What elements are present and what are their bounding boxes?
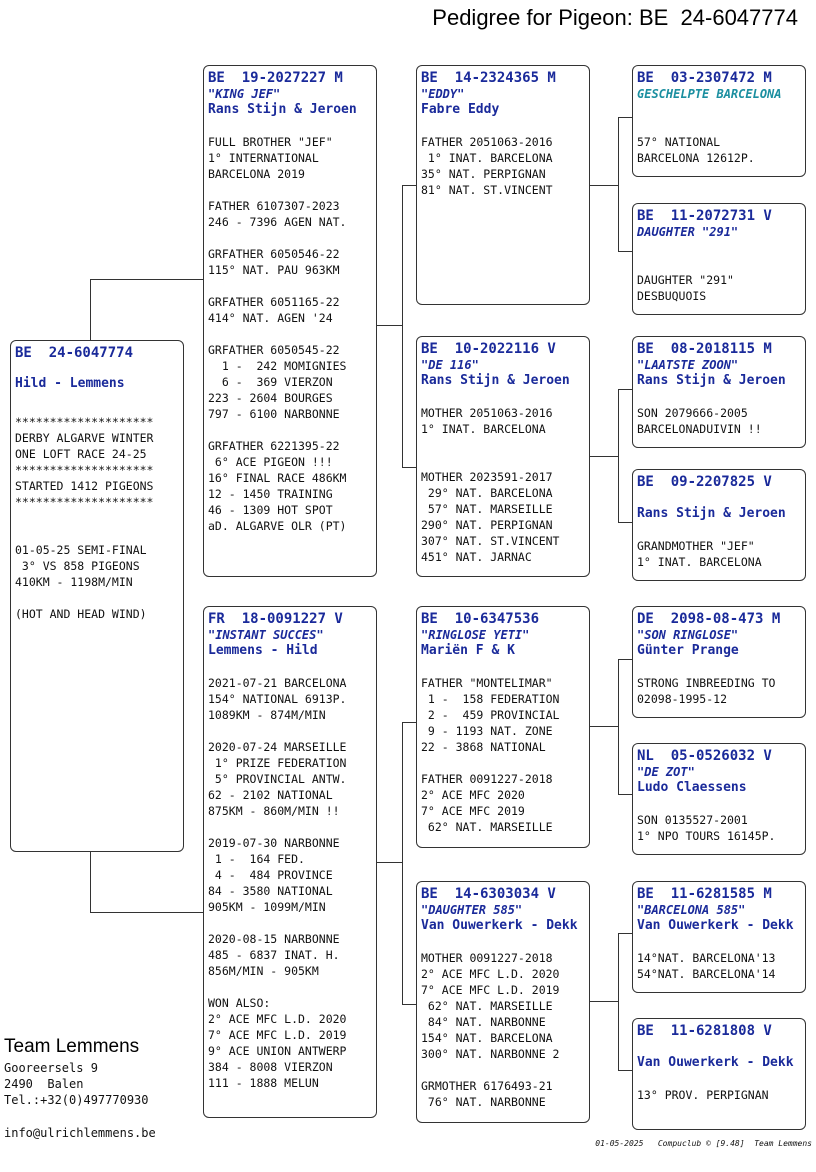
connector-father-fm <box>402 467 416 468</box>
paternal-grandfather-description: FATHER 2051063-2016 1° INAT. BARCELONA 35° NAT. PERPIGNAN 81° NAT. ST.VINCENT <box>421 135 553 197</box>
connector-mm-v <box>618 933 619 1071</box>
connector-fm-v <box>618 389 619 523</box>
maternal-grandfather-description: FATHER "MONTELIMAR" 1 - 158 FEDERATION 2 - 459 PROVINCIAL 9 - 1193 NAT. ZONE 22 - 3868 NATIONAL FATHER 0091227-2018 2° ACE MFC 2020 7° ACE MFC 2019 62° NAT. MARSEILLE <box>421 676 560 834</box>
connector-ff-out <box>590 185 618 186</box>
mother-breeder: Lemmens - Hild <box>208 643 318 658</box>
connector-subject-father-v <box>90 279 91 340</box>
father-description: FULL BROTHER "JEF" 1° INTERNATIONAL BARCELONA 2019 FATHER 6107307-2023 246 - 7396 AGEN NAT. GRFATHER 6050546-22 115° NAT. PAU 963KM GRFATHER 6051165-22 414° NAT. AGEN '24 GRFATHER 6050545-22 1 - 242 MOMIGNIES 6 - 369 VIERZON 223 - 2604 BOURGES 797 - 6100 NARBONNE GRFATHER 6221395-22 6° ACE PIGEON !!! 16° FINAL RACE 486KM 12 - 1450 TRAINING 46 - 1309 HOT SPOT aD. ALGARVE OLR (PT) <box>208 135 347 533</box>
paternal-grandfather-breeder: Fabre Eddy <box>421 102 500 117</box>
connector-subject-mother-v <box>90 852 91 912</box>
ggp-mff-breeder: Günter Prange <box>637 643 739 658</box>
ggp-fff-nickname: GESCHELPTE BARCELONA <box>637 87 782 101</box>
ggp-fmf-card[interactable] <box>632 336 806 448</box>
subject-card[interactable] <box>10 340 184 852</box>
ggp-fff-breeder <box>637 102 805 118</box>
paternal-grandmother-description: MOTHER 2051063-2016 1° INAT. BARCELONA MOTHER 2023591-2017 29° NAT. BARCELONA 57° NAT. MARSEILLE 290° NAT. PERPIGNAN 307° NAT. ST.VINCENT 451° NAT. JARNAC <box>421 406 560 564</box>
maternal-grandfather-breeder: Mariën F & K <box>421 643 515 658</box>
connector-mm-out <box>590 1001 618 1002</box>
maternal-grandfather-ring: BE 10-6347536 <box>421 611 540 627</box>
ggp-fmm-ring: BE 09-2207825 V <box>637 474 772 490</box>
paternal-grandmother-nickname: "DE 116" <box>421 358 479 372</box>
ggp-fmm-breeder: Rans Stijn & Jeroen <box>637 506 786 521</box>
ggp-ffm-description: DAUGHTER "291" DESBUQUOIS <box>637 273 734 303</box>
maternal-grandfather-card[interactable] <box>416 606 590 848</box>
ggp-mff-nickname: "SON RINGLOSE" <box>637 628 739 642</box>
ggp-mff-ring: DE 2098-08-473 M <box>637 611 781 627</box>
connector-subject-father-h <box>90 279 203 280</box>
ggp-ffm-breeder <box>637 240 805 256</box>
connector-mf-top <box>618 659 632 660</box>
ggp-fmf-description: SON 2079666-2005 BARCELONADUIVIN !! <box>637 406 762 436</box>
ggp-ffm-ring: BE 11-2072731 V <box>637 208 772 224</box>
ggp-mmm-ring: BE 11-6281808 V <box>637 1023 772 1039</box>
father-nickname: "KING JEF" <box>208 87 281 101</box>
connector-mother-mf <box>402 722 416 723</box>
mother-ring: FR 18-0091227 V <box>208 611 343 627</box>
father-ring: BE 19-2027227 M <box>208 70 343 86</box>
team-name: Team Lemmens <box>4 1036 140 1057</box>
mother-card[interactable] <box>203 606 377 1118</box>
footer-text: 01-05-2025 Compuclub © [9.48] Team Lemmens <box>595 1139 812 1148</box>
team-address: Gooreersels 9 2490 Balen Tel.:+32(0)497770930 <box>4 1061 149 1107</box>
connector-mm-top <box>618 933 632 934</box>
ggp-mmf-card[interactable] <box>632 881 806 993</box>
team-email[interactable]: info@ulrichlemmens.be <box>4 1126 156 1140</box>
ggp-mmf-ring: BE 11-6281585 M <box>637 886 772 902</box>
ggp-mmf-breeder: Van Ouwerkerk - Dekk <box>637 918 794 933</box>
maternal-grandmother-breeder: Van Ouwerkerk - Dekk <box>421 918 578 933</box>
ggp-mmf-description: 14°NAT. BARCELONA'13 54°NAT. BARCELONA'14 <box>637 951 776 981</box>
ggp-mff-card[interactable] <box>632 606 806 718</box>
connector-ff-bottom <box>618 251 632 252</box>
ggp-mmm-description: 13° PROV. PERPIGNAN <box>637 1088 769 1102</box>
ggp-fmf-ring: BE 08-2018115 M <box>637 341 772 357</box>
maternal-grandmother-ring: BE 14-6303034 V <box>421 886 556 902</box>
connector-father-v <box>402 185 403 468</box>
ggp-fmm-nickname <box>637 491 805 506</box>
father-breeder: Rans Stijn & Jeroen <box>208 102 357 117</box>
subject-breeder: Hild - Lemmens <box>15 376 125 391</box>
connector-mother-v <box>402 722 403 1005</box>
paternal-grandfather-ring: BE 14-2324365 M <box>421 70 556 86</box>
mother-nickname: "INSTANT SUCCES" <box>208 628 324 642</box>
paternal-grandmother-ring: BE 10-2022116 V <box>421 341 556 357</box>
paternal-grandmother-breeder: Rans Stijn & Jeroen <box>421 373 570 388</box>
ggp-mmm-breeder: Van Ouwerkerk - Dekk <box>637 1055 794 1070</box>
connector-mf-out <box>590 726 618 727</box>
ggp-fff-ring: BE 03-2307472 M <box>637 70 772 86</box>
connector-father-out <box>377 325 402 326</box>
paternal-grandfather-nickname: "EDDY" <box>421 87 465 101</box>
connector-mf-bottom <box>618 794 632 795</box>
subject-ring: BE 24-6047774 <box>15 345 134 361</box>
father-card[interactable] <box>203 65 377 577</box>
ggp-fmf-breeder: Rans Stijn & Jeroen <box>637 373 786 388</box>
ggp-mfm-nickname: "DE ZOT" <box>637 765 695 779</box>
ggp-fmf-nickname: "LAATSTE ZOON" <box>637 358 739 372</box>
ggp-fff-card[interactable] <box>632 65 806 177</box>
ggp-mfm-ring: NL 05-0526032 V <box>637 748 772 764</box>
paternal-grandfather-card[interactable] <box>416 65 590 305</box>
paternal-grandmother-card[interactable] <box>416 336 590 577</box>
ggp-fmm-description: GRANDMOTHER "JEF" 1° INAT. BARCELONA <box>637 539 762 569</box>
subject-description: ******************** DERBY ALGARVE WINTER ONE LOFT RACE 24-25 ******************** STARTED 1412 PIGEONS ******************** 01-05-25 SEMI-FINAL 3° VS 858 PIGEONS 410KM - 1198M/MIN (HOT AND HEAD WIND) <box>15 415 154 621</box>
maternal-grandmother-nickname: "DAUGHTER 585" <box>421 903 523 917</box>
page-title: Pedigree for Pigeon: BE 24-6047774 <box>432 5 798 30</box>
connector-mm-bottom <box>618 1070 632 1071</box>
connector-ff-top <box>618 117 632 118</box>
ggp-ffm-nickname: DAUGHTER "291" <box>637 225 739 239</box>
maternal-grandfather-nickname: "RINGLOSE YETI" <box>421 628 530 642</box>
ggp-fff-description: 57° NATIONAL BARCELONA 12612P. <box>637 135 755 165</box>
ggp-ffm-card[interactable] <box>632 203 806 315</box>
connector-mother-out <box>377 862 402 863</box>
ggp-mfm-card[interactable] <box>632 743 806 855</box>
maternal-grandmother-description: MOTHER 0091227-2018 2° ACE MFC L.D. 2020 7° ACE MFC L.D. 2019 62° NAT. MARSEILLE 84° NAT. NARBONNE 154° NAT. BARCELONA 300° NAT. NARBONNE 2 GRMOTHER 6176493-21 76° NAT. NARBONNE <box>421 951 560 1109</box>
ggp-fmm-card[interactable] <box>632 469 806 581</box>
connector-mf-v <box>618 659 619 795</box>
ggp-mff-description: STRONG INBREEDING TO 02098-1995-12 <box>637 676 776 706</box>
maternal-grandmother-card[interactable] <box>416 881 590 1123</box>
mother-description: 2021-07-21 BARCELONA 154° NATIONAL 6913P. 1089KM - 874M/MIN 2020-07-24 MARSEILLE 1° PRIZE FEDERATION 5° PROVINCIAL ANTW. 62 - 2102 NATIONAL 875KM - 860M/MIN !! 2019-07-30 NARBONNE 1 - 164 FED. 4 - 484 PROVINCE 84 - 3580 NATIONAL 905KM - 1099M/MIN 2020-08-15 NARBONNE 485 - 6837 INAT. H. 856M/MIN - 905KM WON ALSO: 2° ACE MFC L.D. 2020 7° ACE MFC L.D. 2019 9° ACE UNION ANTWERP 384 - 8008 VIERZON 111 - 1888 MELUN <box>208 676 347 1090</box>
ggp-mfm-description: SON 0135527-2001 1° NPO TOURS 16145P. <box>637 813 776 843</box>
connector-father-ff <box>402 185 416 186</box>
connector-ff-v <box>618 117 619 252</box>
connector-subject-mother-h <box>90 912 203 913</box>
ggp-mmm-nickname <box>637 1040 805 1055</box>
connector-fm-top <box>618 389 632 390</box>
connector-fm-bottom <box>618 522 632 523</box>
connector-mother-mm <box>402 1004 416 1005</box>
ggp-mmm-card[interactable] <box>632 1018 806 1130</box>
connector-fm-out <box>590 456 618 457</box>
ggp-mfm-breeder: Ludo Claessens <box>637 780 747 795</box>
ggp-mmf-nickname: "BARCELONA 585" <box>637 903 746 917</box>
